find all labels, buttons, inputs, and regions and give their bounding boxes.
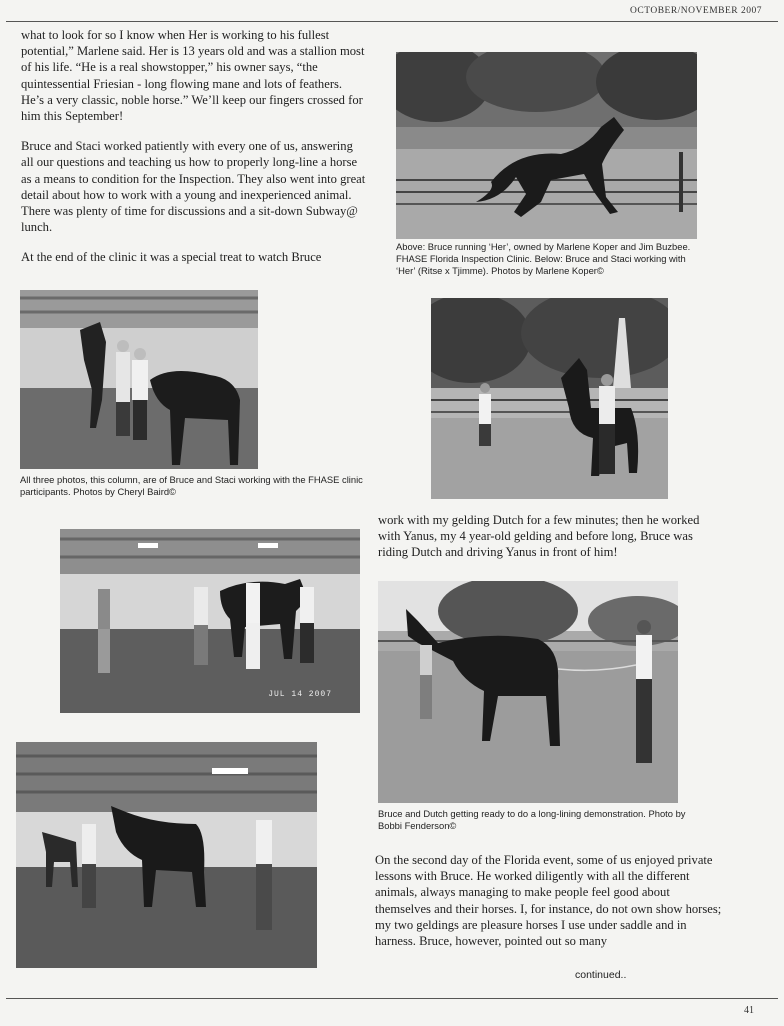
photo-indoor-group-2 <box>60 529 360 713</box>
caption-left-column: All three photos, this column, are of Bruce and Staci working with the FHASE clinic participants. Photos by Cheryl Baird© <box>20 474 363 498</box>
photo-outdoor-fountain <box>431 298 668 499</box>
caption-dutch: Bruce and Dutch getting ready to do a long-lining demonstration. Photo by Bobbi Fenderson© <box>378 808 686 832</box>
header-rule <box>6 21 778 22</box>
paragraph-2: Bruce and Staci worked patiently with every one of us, answering all our questions and teaching us how to properly long-line a horse as a means to condition for the Inspection. They also went into great detail about how to work with a young and inexperienced animal. There was plenty of time for discussions and a sit-down Subway@ lunch. <box>21 139 366 235</box>
caption-top-right: Above: Bruce running ‘Her’, owned by Marlene Koper and Jim Buzbee. FHASE Florida Inspection Clinic. Below: Bruce and Staci working with ‘Her’ (Ritse x Tjimme). Photos by Marlene Koper© <box>396 241 691 277</box>
page-number: 41 <box>744 1005 754 1016</box>
paragraph-3: At the end of the clinic it was a special treat to watch Bruce <box>21 250 322 265</box>
photo-running-horse <box>396 52 697 239</box>
mid-right-text: work with my gelding Dutch for a few minutes; then he worked with Yanus, my 4 year-old gelding and before long, Bruce was riding Dutch and driving Yanus in front of him! <box>378 513 700 560</box>
photo-indoor-group-1 <box>20 290 258 469</box>
issue-header: OCTOBER/NOVEMBER 2007 <box>630 6 762 16</box>
footer-rule <box>6 998 778 999</box>
photo-bruce-and-dutch <box>378 581 678 803</box>
left-column-text <box>21 27 366 280</box>
photo-date-stamp: JUL 14 2007 <box>268 690 332 699</box>
paragraph-1: what to look for so I know when Her is working to his fullest potential,” Marlene said. Her is 13 years old and was a stallion most of his life. “He is a real showstopper,” his owner says, “the quintessential Friesian - long flowing mane and lots of feathers. He’s a very classic, noble horse.” We’ll keep our fingers crossed for him this September! <box>21 28 365 124</box>
continued-label: continued.. <box>575 969 627 981</box>
photo-indoor-lesson <box>16 742 317 968</box>
bottom-right-text: On the second day of the Florida event, some of us enjoyed private lessons with Bruce. He worked diligently with all the different animals, always managing to make people feel good about themselves and their horses. I, for instance, do not own show horses; my two geldings are pleasure horses I use under saddle and in harness. Bruce, however, pointed out so many <box>375 853 722 949</box>
